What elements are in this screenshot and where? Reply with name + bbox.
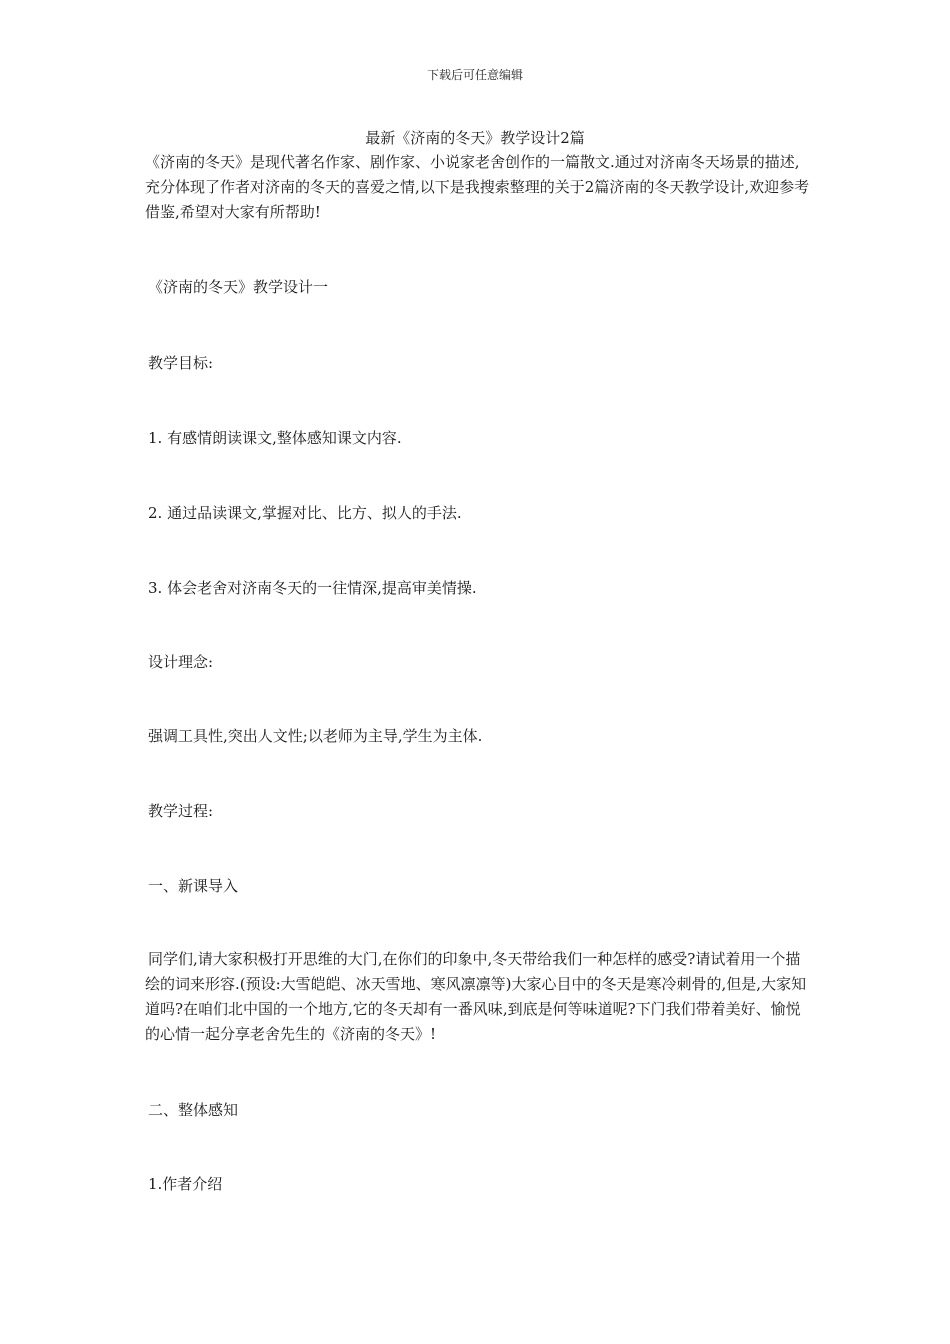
goal-item-3: 3. 体会老舍对济南冬天的一往情深,提高审美情操. bbox=[148, 579, 477, 597]
intro-paragraph: 《济南的冬天》是现代著名作家、剧作家、小说家老舍创作的一篇散文.通过对济南冬天场景的描述,充分体现了作者对济南的冬天的喜爱之情,以下是我搜索整理的关于2篇济南的冬天教学设计,欢迎参考借鉴,希望对大家有所帮助! bbox=[145, 153, 810, 221]
document-title: 最新《济南的冬天》教学设计2篇 bbox=[365, 129, 585, 147]
process-heading: 教学过程: bbox=[148, 802, 214, 820]
step-1-paragraph: 同学们,请大家积极打开思维的大门,在你们的印象中,冬天带给我们一种怎样的感受?请试着用一个描绘的词来形容.(预设:大雪皑皑、冰天雪地、寒风凛凛等)大家心目中的冬天是寒冷刺骨的,但是,大家知道吗?在咱们北中国的一个地方,它的冬天却有一番风味,到底是何等味道呢?下门我们带着美好、愉悦的心情一起分享老舍先生的《济南的冬天》! bbox=[145, 950, 807, 1043]
concept-text: 强调工具性,突出人文性;以老师为主导,学生为主体. bbox=[148, 727, 483, 745]
goal-item-1: 1. 有感情朗读课文,整体感知课文内容. bbox=[148, 429, 402, 447]
goal-item-2: 2. 通过品读课文,掌握对比、比方、拟人的手法. bbox=[148, 504, 462, 522]
section-title: 《济南的冬天》教学设计一 bbox=[148, 278, 329, 296]
header-note: 下载后可任意编辑 bbox=[426, 68, 523, 82]
step-2-heading: 二、整体感知 bbox=[148, 1101, 239, 1119]
step-1-heading: 一、新课导入 bbox=[148, 877, 239, 895]
concept-heading: 设计理念: bbox=[148, 653, 214, 671]
step-2-item-1: 1.作者介绍 bbox=[148, 1175, 223, 1193]
goals-heading: 教学目标: bbox=[148, 354, 214, 372]
